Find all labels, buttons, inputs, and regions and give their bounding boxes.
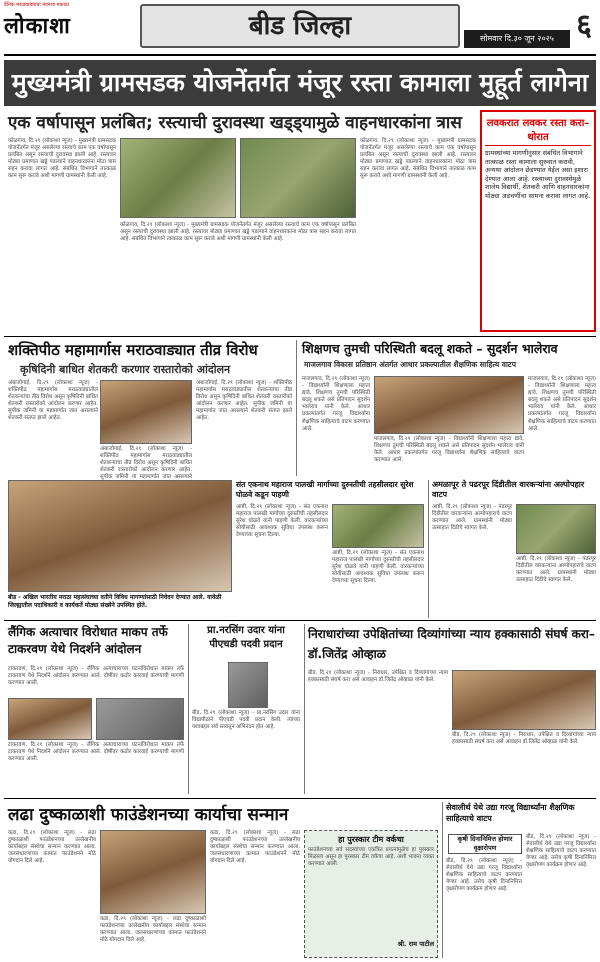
lead-body-col3: कोळगाव, दि.२९ (लोकाशा न्यूज) - मुख्यमंत्री ग्रामसडक योजनेंतर्गत मंजूर असलेल्या रस्त्याचे काम एक वर्षापासून प्रलंबित असून रस्त्याची दुरावस्था झाली आहे. रस्त्यावर मोठ्या प्रमाणात खड्डे पडल्याने वाहनधारकांना मोठा त्रास सहन करावा लागत आहे. संबंधित विभागाने तात्काळ काम सुरू करावे अशी मागणी ग्रामस्थांनी केली आहे. — [360, 138, 476, 180]
story3-body-c: माजलगाव, दि.२९ (लोकाशा न्यूज) - विद्यार्थ्यांनी शिक्षणाला महत्त्व द्यावे, शिक्षणच तुमची परिस्थिती बदलू शकते असे प्रतिपादन सुदर्शन भालेराव यांनी केले. आधार प्रकल्पांतर्गत गरजू विद्यार्थ्यांना शैक्षणिक साहित्याचे वाटप करण्यात आले. — [528, 376, 596, 432]
lead-headline: मुख्यमंत्री ग्रामसडक योजनेंतर्गत मंजूर रस्ता कामाला मुहूर्त लागेना — [4, 60, 596, 106]
story3-body-b: माजलगाव, दि.२९ (लोकाशा न्यूज) - विद्यार्थ्यांनी शिक्षणाला महत्त्व द्यावे, शिक्षणच तुमची परिस्थिती बदलू शकते असे प्रतिपादन सुदर्शन भालेराव यांनी केले. आधार प्रकल्पांतर्गत गरजू विद्यार्थ्यांना शैक्षणिक साहित्याचे वाटप करण्यात आले. — [374, 436, 524, 464]
story3-photo — [374, 376, 524, 434]
story10-box-title: हा पुरस्कार टीम वर्कचा — [338, 835, 404, 844]
story4-photo — [332, 504, 424, 548]
story9-headline: सेवालीर्थ येथे उद्या गरजू विद्यार्थ्यांना शैक्षणिक साहित्याचे वाटप — [446, 803, 575, 823]
story8-photo — [452, 670, 596, 730]
story5-body-b: आष्टी, दि.२९ (लोकाशा न्यूज) - पंढरपूर दिंडीतील वारकऱ्यांना अल्पोपहाराचे वाटप करण्यात आले. ग्रामस्थांनी मोठ्या उत्साहात दिंडीचे स्वागत केले. — [516, 556, 596, 584]
lead-body-col1: कोळगाव, दि.२९ (लोकाशा न्यूज) - मुख्यमंत्री ग्रामसडक योजनेंतर्गत मंजूर असलेल्या रस्त्याचे काम एक वर्षापासून प्रलंबित असून रस्त्याची दुरावस्था झाली आहे. रस्त्यावर मोठ्या प्रमाणात खड्डे पडल्याने वाहनधारकांना मोठा त्रास सहन करावा लागत आहे. संबंधित विभागाने तात्काळ काम सुरू करावे अशी मागणी ग्रामस्थांनी केली आहे. — [8, 138, 116, 180]
story8-headline: निराधारांच्या उपेक्षितांच्या दिव्यांगांच्या न्याय हक्कासाठी संघर्ष करा–डॉ.जितेंद्र ओव्हाळ — [308, 627, 595, 661]
story10-box-sign: श्री. राम पाटील — [397, 940, 434, 948]
story6-body-b: टाकरवण, दि.२९ (लोकाशा न्यूज) - लैंगिक अत्याचाराच्या घटनांविरोधात माकप तर्फे टाकरवण येथे निदर्शने आंदोलन करण्यात आले. दोषींवर कठोर कारवाई करण्याची मागणी करण्यात आली. — [8, 742, 184, 763]
divider — [428, 480, 429, 618]
section-label-box — [140, 4, 460, 48]
story10-body-b: कडा, दि.२९ (लोकाशा न्यूज) - लढा दुष्काळाशी फाउंडेशनच्या उल्लेखनीय कार्याबद्दल संस्थेचा सन्मान करण्यात आला. जलसंधारणाच्या कामात फाउंडेशनने मोठे योगदान दिले आहे. — [100, 916, 206, 944]
story10-photo — [100, 830, 206, 914]
story6-photo-b — [96, 698, 184, 740]
story2-body-b: अंबाजोगाई, दि.२९ (लोकाशा न्यूज) - शक्तिपीठ महामार्गास मराठवाड्यातील शेतकऱ्यांचा तीव्र विरोध असून कृषिदिनी बाधित शेतकरी रास्तारोको आंदोलन करणार आहेत. सुपीक जमिनी या महामार्गात जात असल्याने — [100, 446, 192, 481]
story6-headline: लैंगिक अत्याचार विरोधात माकप तर्फे टाकरवण येथे निदर्शने आंदोलन — [8, 625, 168, 656]
story10-headline: लढा दुष्काळाशी फाउंडेशनच्या कार्याचा सन्मान — [8, 805, 289, 825]
section-title: बीड जिल्हा — [248, 11, 352, 41]
sidebar-body: ग्रामस्थांच्या मागणीनुसार संबंधित विभागाने तात्काळ रस्ता कामाला सुरुवात करावी, अन्यथा आंदोलन छेडण्यात येईल असा इशारा देण्यात आला आहे. रस्त्याच्या दुरावस्थेमुळे शालेय विद्यार्थी, शेतकरी आणि वाहनधारकांना मोठ्या अडचणींचा सामना करावा लागत आहे. — [485, 149, 591, 200]
story9-sub: कृषी दिनानिमित्त होणार वृक्षारोपण — [448, 834, 522, 854]
masthead-logo-block — [4, 2, 114, 52]
story4-body: आष्टी, दि.२९ (लोकाशा न्यूज) - संत एकनाथ महाराज पालखी मार्गाच्या दुरुस्तीची तहसीलदार सुरेश घोळवे यांनी पाहणी केली. वारकऱ्यांच्या सोयीसाठी आवश्यक सुविधा उपलब्ध करून देण्याच्या सूचना दिल्या. — [236, 504, 328, 539]
story10-body: कडा, दि.२९ (लोकाशा न्यूज) - लढा दुष्काळाशी फाउंडेशनच्या उल्लेखनीय कार्याबद्दल संस्थेचा सन्मान करण्यात आला. जलसंधारणाच्या कामात फाउंडेशनने मोठे योगदान दिले आहे. — [8, 830, 96, 865]
story3-subheadline: माजलगाव विकास प्रतिष्ठान अंतर्गत आधार प्रकल्पातील शैक्षणिक साहित्य वाटप — [304, 360, 516, 369]
page-number: ६ — [576, 8, 592, 43]
divider — [188, 624, 189, 794]
lead-photo-road — [120, 138, 236, 218]
divider — [296, 340, 297, 476]
story10-boxed-quote — [304, 830, 438, 958]
story8-body: बीड, दि.२९ (लोकाशा न्यूज) - निराधार, उपेक्षित व दिव्यांगांच्या न्याय हक्कासाठी संघर्ष करा असे आवाहन डॉ.जितेंद्र ओव्हाळ यांनी केले. — [308, 670, 448, 684]
story6-body: टाकरवण, दि.२९ (लोकाशा न्यूज) - लैंगिक अत्याचाराच्या घटनांविरोधात माकप तर्फे टाकरवण येथे निदर्शने आंदोलन करण्यात आले. दोषींवर कठोर कारवाई करण्याची मागणी करण्यात आली. — [8, 666, 184, 687]
story5-body: आष्टी, दि.२९ (लोकाशा न्यूज) - पंढरपूर दिंडीतील वारकऱ्यांना अल्पोपहाराचे वाटप करण्यात आले. ग्रामस्थांनी मोठ्या उत्साहात दिंडीचे स्वागत केले. — [432, 504, 512, 532]
story4-group-photo — [8, 480, 232, 592]
story6-photo-a — [8, 698, 92, 740]
divider — [304, 624, 305, 794]
story2-body-c: अंबाजोगाई, दि.२९ (लोकाशा न्यूज) - शक्तिपीठ महामार्गास मराठवाड्यातील शेतकऱ्यांचा तीव्र विरोध असून कृषिदिनी बाधित शेतकरी रास्तारोको आंदोलन करणार आहेत. सुपीक जमिनी या महामार्गात जात असल्याने शेतकरी संतप्त झाले आहेत. — [196, 380, 292, 422]
story3-body: माजलगाव, दि.२९ (लोकाशा न्यूज) - विद्यार्थ्यांनी शिक्षणाला महत्त्व द्यावे, शिक्षणच तुमची परिस्थिती बदलू शकते असे प्रतिपादन सुदर्शन भालेराव यांनी केले. आधार प्रकल्पांतर्गत गरजू विद्यार्थ्यांना शैक्षणिक साहित्याचे वाटप करण्यात आले. — [302, 376, 370, 432]
story4-photo-caption: बीड - अखिल भारतीय मराठा महासंघाच्या वतीने विविध मागण्यांसाठी निवेदन देण्यात आले. यावेळी जिल्ह्यातील पदाधिकारी व कार्यकर्ते मोठ्या संख्येने उपस्थित होते. — [8, 594, 222, 609]
story10-body-c: कडा, दि.२९ (लोकाशा न्यूज) - लढा दुष्काळाशी फाउंडेशनच्या उल्लेखनीय कार्याबद्दल संस्थेचा सन्मान करण्यात आला. जलसंधारणाच्या कामात फाउंडेशनने मोठे योगदान दिले आहे. — [210, 830, 300, 865]
masthead — [0, 0, 600, 54]
sidebar-box — [480, 110, 596, 332]
lead-body-col2: कोळगाव, दि.२९ (लोकाशा न्यूज) - मुख्यमंत्री ग्रामसडक योजनेंतर्गत मंजूर असलेल्या रस्त्याचे काम एक वर्षापासून प्रलंबित असून रस्त्याची दुरावस्था झाली आहे. रस्त्यावर मोठ्या प्रमाणात खड्डे पडल्याने वाहनधारकांना मोठा त्रास सहन करावा लागत आहे. संबंधित विभागाने तात्काळ काम सुरू करावे अशी मागणी ग्रामस्थांनी केली आहे. — [120, 222, 356, 243]
story2-subheadline: कृषिदिनी बाधित शेतकरी करणार रास्तारोको आंदोलन — [20, 363, 231, 376]
lead-subheadline: एक वर्षापासून प्रलंबित; रस्त्याची दुरावस्था खड्ड्यामुळे वाहनधारकांना त्रास — [8, 113, 462, 133]
story3-headline: शिक्षणच तुमची परिस्थिती बदलू शकते – सुदर्शन भालेराव — [302, 341, 558, 356]
story8-body-b: बीड, दि.२९ (लोकाशा न्यूज) - निराधार, उपेक्षित व दिव्यांगांच्या न्याय हक्कासाठी संघर्ष करा असे आवाहन डॉ.जितेंद्र ओव्हाळ यांनी केले. — [452, 732, 596, 746]
story2-body: अंबाजोगाई, दि.२९ (लोकाशा न्यूज) - शक्तिपीठ महामार्गास मराठवाड्यातील शेतकऱ्यांचा तीव्र विरोध असून कृषिदिनी बाधित शेतकरी रास्तारोको आंदोलन करणार आहेत. सुपीक जमिनी या महामार्गात जात असल्याने शेतकरी संतप्त झाले आहेत. — [8, 380, 98, 422]
story7-body: बीड, दि.२९ (लोकाशा न्यूज) - प्रा.नरसिंग उदार यांना विद्यापीठाने पीएचडी पदवी प्रदान केली. त्यांच्या यशाबद्दल सर्व स्तरातून अभिनंदन होत आहे. — [192, 710, 300, 731]
story10-box-body: फाउंडेशनच्या सर्व सदस्यांच्या एकत्रित प्रयत्नांमुळेच हा पुरस्कार मिळाला असून हा पुरस्कार टीम वर्कचा आहे, अशी भावना व्यक्त करण्यात आली. — [308, 847, 434, 868]
divider — [4, 620, 596, 621]
story5-headline: अमळापूर ते पढरपूर दिंडीतील वारकऱ्यांना अल्पोपहार वाटप — [432, 480, 585, 499]
masthead-rule — [4, 54, 596, 56]
story4-body-b: आष्टी, दि.२९ (लोकाशा न्यूज) - संत एकनाथ महाराज पालखी मार्गाच्या दुरुस्तीची तहसीलदार सुरेश घोळवे यांनी पाहणी केली. वारकऱ्यांच्या सोयीसाठी आवश्यक सुविधा उपलब्ध करून देण्याच्या सूचना दिल्या. — [332, 550, 424, 585]
divider — [442, 802, 443, 958]
story7-headline: प्रा.नरसिंग उदार यांना पीएचडी पदवी प्रदान — [207, 625, 285, 650]
sidebar-headline: लवकरात लवकर रस्ता करा–थोरात — [485, 115, 591, 146]
story9-body: बीड, दि.२९ (लोकाशा न्यूज) - सेवालीर्थ येथे उद्या गरजू विद्यार्थ्यांना शैक्षणिक साहित्याचे वाटप करण्यात येणार आहे. तसेच कृषी दिनानिमित्त वृक्षारोपण कार्यक्रम होणार आहे. — [446, 858, 522, 893]
story2-photo — [100, 380, 192, 444]
divider — [4, 336, 596, 337]
story4-headline: संत एकनाथ महाराज पालखी मार्गाच्या दुरुस्तीची तहसीलदार सुरेश घोळवे कडून पाहणी — [236, 480, 414, 499]
lead-photo-village — [240, 138, 356, 218]
story7-portrait — [228, 662, 268, 708]
story9-body-b: बीड, दि.२९ (लोकाशा न्यूज) - सेवालीर्थ येथे उद्या गरजू विद्यार्थ्यांना शैक्षणिक साहित्याचे वाटप करण्यात येणार आहे. तसेच कृषी दिनानिमित्त वृक्षारोपण कार्यक्रम होणार आहे. — [526, 834, 596, 869]
issue-date: सोमवार दि.३० जून २०२५ — [464, 30, 570, 48]
newspaper-logo: लोकाशा — [4, 14, 71, 39]
story5-photo — [516, 504, 596, 554]
story2-headline: शक्तिपीठ महामार्गास मराठवाड्यात तीव्र विरोध — [8, 341, 258, 359]
divider — [4, 798, 596, 799]
tagline: दैनिक मराठवाड्याचा नवनाथ मकाठा — [4, 2, 69, 8]
